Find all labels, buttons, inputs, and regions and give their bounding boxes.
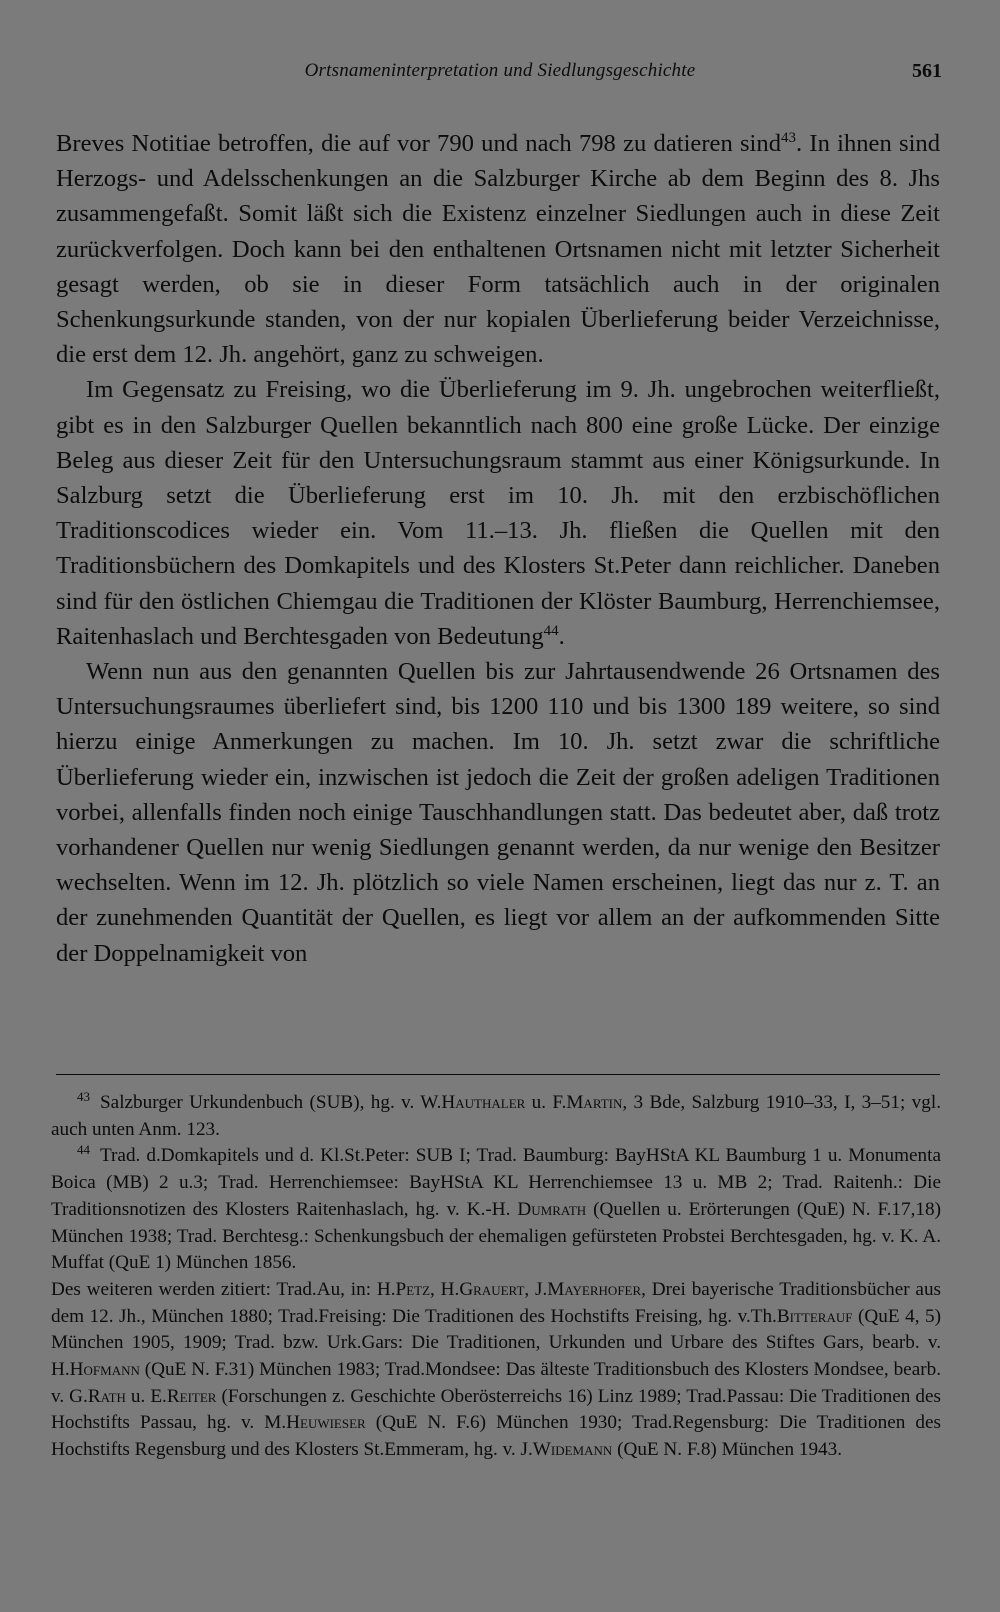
- footnote-44-number: 44: [77, 1142, 90, 1158]
- footnote-ref-44: 44: [543, 622, 559, 639]
- footnote-divider: [56, 1074, 940, 1075]
- footnote-text: , Drei bayerische Traditionsbücher aus dem 12. Jh., München 1880; Trad.Freising: Die Traditionen des Hochstifts Freising, hg. v.Th.: [51, 1278, 941, 1327]
- paragraph-1: [56, 126, 940, 372]
- footnote-44: [51, 1143, 941, 1277]
- footnote-43-text: , 3 Bde, Salzburg 1910–33, I, 3–51; vgl. auch unten Anm. 123.: [51, 1092, 941, 1140]
- footnote-text: (Forschungen z. Geschichte Oberösterreichs 16) Linz 1989; Trad.Passau: Die Traditionen des Hochstifts Passau, hg. v. M.: [51, 1385, 941, 1434]
- body-text: [56, 126, 940, 971]
- footnote-44-text: (Quellen u. Erörterungen (QuE) N. F.17,18) München 1938; Trad. Berchtesg.: Schenkungsbuch der ehemaligen gefürsteten Probstei Berchtesgaden, hg. v. K. A. Muffat (QuE 1) München 1856.: [51, 1198, 941, 1274]
- author-name: Grauert: [459, 1278, 525, 1300]
- footnote-43: [51, 1090, 941, 1143]
- footnote-text: , H.: [430, 1278, 460, 1300]
- footnote-text: (QuE N. F.6) München 1930; Trad.Regensburg: Die Traditionen des Hochstifts Regensburg und des Klosters St.Emmeram, hg. v. J.: [51, 1412, 941, 1461]
- running-head: [58, 60, 942, 92]
- footnote-text: , J.: [524, 1278, 548, 1300]
- paragraph-1-text-a: Breves Notitiae betroffen, die auf vor 790 und nach 798 zu datieren sind: [56, 130, 781, 157]
- running-title: Ortsnameninterpretation und Siedlungsgeschichte: [304, 60, 696, 81]
- footnote-44-text: Trad. d.Domkapitels und d. Kl.St.Peter: SUB I; Trad. Baumburg: BayHStA KL Baumburg 1 u. Monumenta Boica (MB) 2 u.3; Trad. Herrenchiemsee: BayHStA KL Herrenchiemsee 13 u. MB 2; Trad. Raitenh.: Die Traditionsnotizen des Klosters Raitenhaslach, hg. v. K.-H.: [51, 1145, 941, 1220]
- author-name: Reiter: [166, 1385, 217, 1407]
- footnote-text: (QuE 4, 5) München 1905, 1909; Trad. bzw. Urk.Gars: Die Traditionen, Urkunden und Urbare des Stiftes Gars, bearb. v. H.: [51, 1305, 941, 1381]
- author-name: Hauthaler: [441, 1092, 526, 1113]
- author-name: Hofmann: [69, 1359, 140, 1381]
- paragraph-2-text-b: .: [558, 622, 565, 650]
- author-name: Martin: [566, 1092, 623, 1113]
- author-name: Widemann: [532, 1439, 613, 1461]
- author-name: Heuwieser: [286, 1412, 366, 1434]
- footnote-43-number: 43: [77, 1089, 90, 1104]
- footnote-text: Des weiteren werden zitiert: Trad.Au, in: H.: [51, 1278, 396, 1300]
- author-name: Dumrath: [517, 1198, 587, 1220]
- paragraph-3: Wenn nun aus den genannten Quellen bis zur Jahrtausendwende 26 Ortsnamen des Untersuchungsraumes überliefert sind, bis 1200 110 und bis 1300 189 weitere, so sind hierzu einige Anmerkungen zu machen. Im 10. Jh. setzt zwar die schriftliche Überlieferung wieder ein, inzwischen ist jedoch die Zeit der großen adeligen Traditionen vorbei, allenfalls finden noch einige Tauschhandlungen statt. Das bedeutet aber, daß trotz vorhandener Quellen nur wenig Siedlungen genannt werden, da nur wenige den Besitzer wechselten. Wenn im 12. Jh. plötzlich so viele Namen erscheinen, liegt das nur z. T. an der zunehmenden Quantität der Quellen, es liegt vor allem an der aufkommenden Sitte der Doppelnamigkeit von: [56, 658, 940, 967]
- paragraph-2: [56, 372, 940, 654]
- footnote-ref-43: 43: [781, 130, 796, 146]
- footnote-43-text: Salzburger Urkundenbuch (SUB), hg. v. W.: [100, 1092, 442, 1113]
- footnote-text: (QuE N. F.8) München 1943.: [612, 1439, 843, 1461]
- footnote-text: (QuE N. F.31) München 1983; Trad.Mondsee: Das älteste Traditionsbuch des Klosters Mondsee, bearb. v. G.: [51, 1359, 941, 1407]
- page-number: 561: [912, 60, 942, 82]
- author-name: Rath: [87, 1385, 126, 1407]
- paragraph-2-text-a: Im Gegensatz zu Freising, wo die Überlieferung im 9. Jh. ungebrochen weiterfließt, gibt es in den Salzburger Quellen bekanntlich nach 800 eine große Lücke. Der einzige Beleg aus dieser Zeit für den Untersuchungsraum stammt aus einer Königsurkunde. In Salzburg setzt die Überlieferung erst im 10. Jh. mit den erzbischöflichen Traditionscodices wieder ein. Vom 11.–13. Jh. fließen die Quellen mit den Traditionsbüchern des Domkapitels und des Klosters St.Peter dann reichlicher. Daneben sind für den östlichen Chiemgau die Traditionen der Klöster Baumburg, Herrenchiemsee, Raitenhaslach und Berchtesgaden von Bedeutung: [56, 376, 940, 650]
- footnotes: [51, 1090, 941, 1464]
- author-name: Mayerhofer: [547, 1278, 642, 1300]
- author-name: Petz: [395, 1278, 431, 1300]
- author-name: Bitterauf: [776, 1305, 853, 1327]
- footnote-44-continuation: [51, 1277, 941, 1464]
- footnote-text: u. E.: [125, 1385, 167, 1407]
- footnote-43-text: u. F.: [525, 1092, 567, 1113]
- paragraph-1-text-b: . In ihnen sind Herzogs- und Adelsschenkungen an die Salzburger Kirche ab dem Beginn des 8. Jhs zusammengefaßt. Somit läßt sich die Existenz einzelner Siedlungen auch in diese Zeit zurückverfolgen. Doch kann bei den enthaltenen Ortsnamen nicht mit letzter Sicherheit gesagt werden, ob sie in dieser Form tatsächlich auch in der originalen Schenkungsurkunde standen, von der nur kopialen Überlieferung beider Verzeichnisse, die erst dem 12. Jh. angehört, ganz zu schweigen.: [56, 130, 940, 369]
